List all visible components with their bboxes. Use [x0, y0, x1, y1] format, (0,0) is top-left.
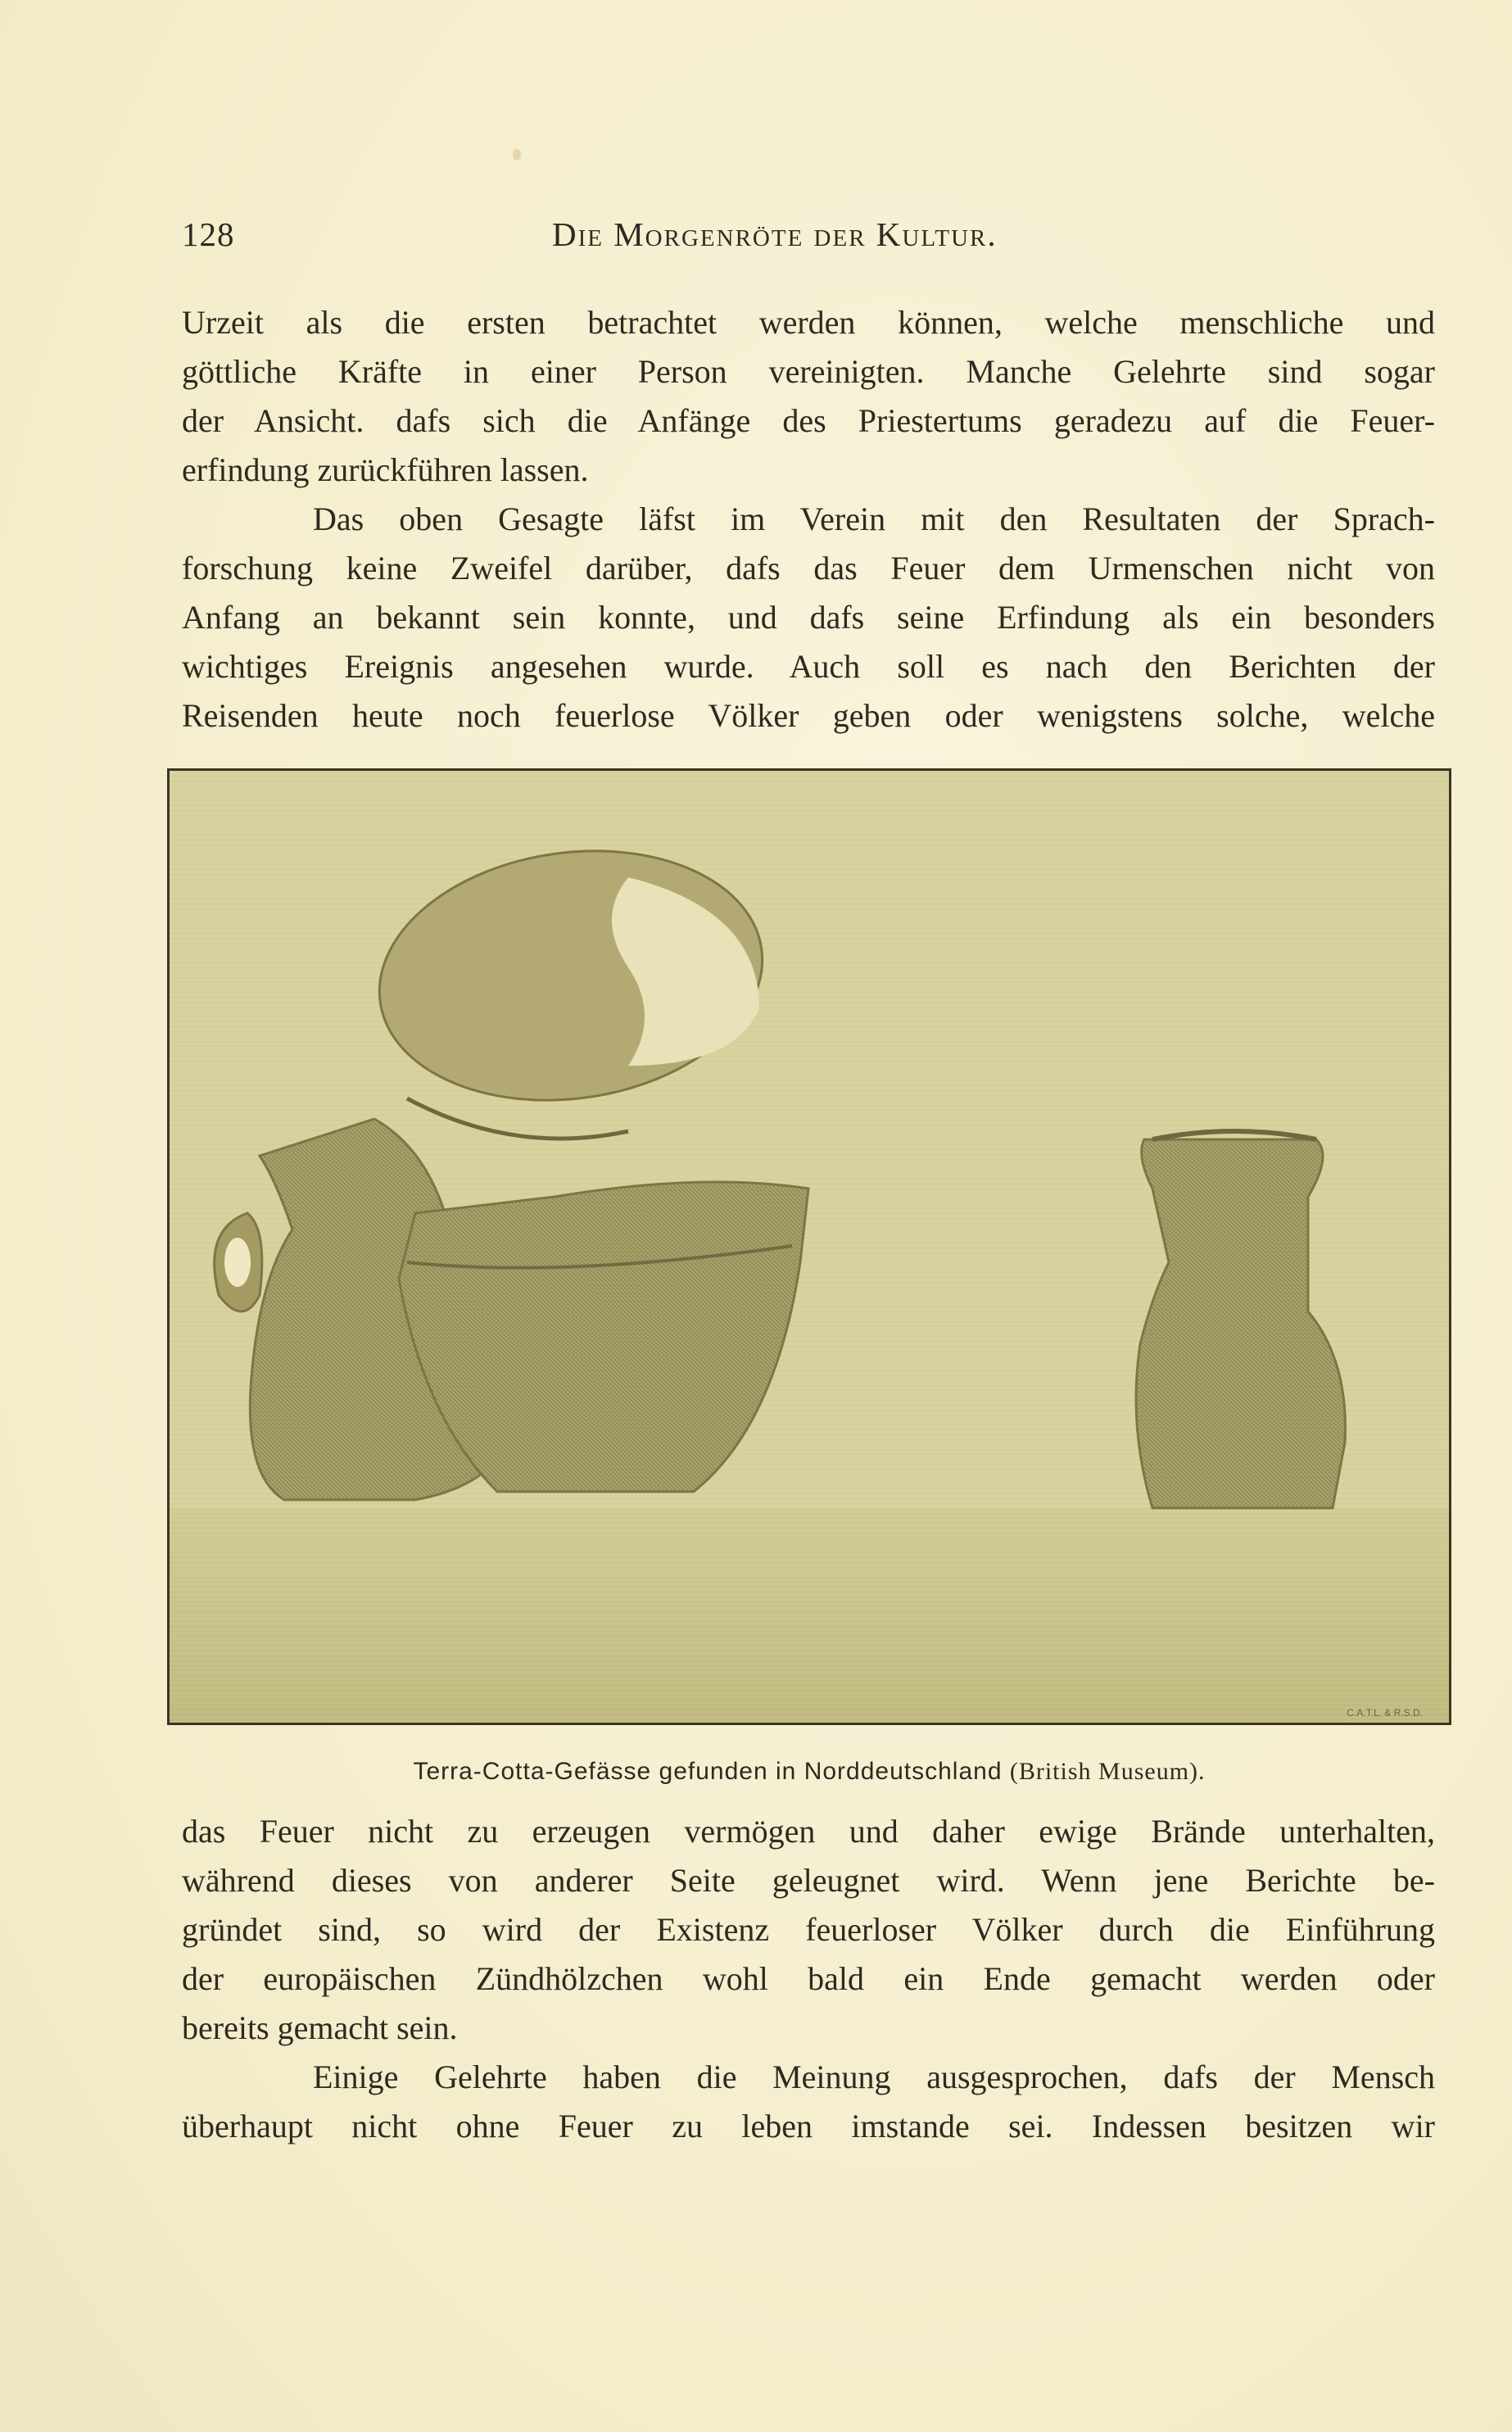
text-line: Anfang an bekannt sein konnte, und dafs seine Erfindung als ein besonders — [182, 599, 1435, 636]
text-line: der europäischen Zündhölzchen wohl bald ein Ende gemacht werden oder — [182, 1960, 1435, 1997]
text-line: göttliche Kräfte in einer Person vereinigten. Manche Gelehrte sind sogar — [182, 353, 1435, 390]
text-line: erfindung zurückführen lassen. — [182, 451, 589, 488]
text-line: wichtiges Ereignis angesehen wurde. Auch soll es nach den Berichten der — [182, 648, 1435, 685]
page-header — [182, 215, 1435, 264]
pottery-illustration — [167, 768, 1451, 1725]
paragraph — [182, 1807, 1435, 2053]
paragraph — [182, 495, 1435, 740]
text-line: forschung keine Zweifel darüber, dafs das Feuer dem Urmenschen nicht von — [182, 550, 1435, 586]
text-line: während dieses von anderer Seite geleugnet wird. Wenn jene Berichte be- — [182, 1862, 1435, 1899]
text-line: überhaupt nicht ohne Feuer zu leben imstande sei. Indessen besitzen wir — [182, 2108, 1435, 2144]
text-line: Urzeit als die ersten betrachtet werden können, welche menschliche und — [182, 304, 1435, 341]
paragraph — [182, 2053, 1435, 2151]
text-line: Das oben Gesagte läfst im Verein mit den Resultaten der Sprach- — [313, 500, 1435, 537]
running-title: Die Morgenröte der Kultur. — [552, 215, 998, 253]
figure-caption — [167, 1758, 1451, 1786]
text-line: bereits gemacht sein. — [182, 2009, 458, 2046]
caption-main: Terra-Cotta-Gefässe gefunden in Norddeutschland — [413, 1758, 1003, 1785]
top-text-block — [182, 298, 1435, 740]
page-number: 128 — [182, 215, 235, 253]
engraver-mark: C.A.T.L. & R.S.D. — [1347, 1707, 1423, 1719]
text-line: Reisenden heute noch feuerlose Völker geben oder wenigstens solche, welche — [182, 697, 1435, 734]
caption-source: (British Museum). — [1009, 1758, 1206, 1785]
text-line: der Ansicht. dafs sich die Anfänge des Priestertums geradezu auf die Feuer- — [182, 402, 1435, 439]
text-line: Einige Gelehrte haben die Meinung ausgesprochen, dafs der Mensch — [313, 2058, 1435, 2095]
text-line: gründet sind, so wird der Existenz feuerloser Völker durch die Einführung — [182, 1911, 1435, 1948]
text-line: das Feuer nicht zu erzeugen vermögen und daher ewige Brände unterhalten, — [182, 1813, 1435, 1850]
right-jar — [1136, 1131, 1345, 1508]
paper-blemish — [513, 149, 521, 161]
terracotta-vessels-image — [170, 771, 1449, 1723]
bottom-text-block — [182, 1807, 1435, 2151]
paragraph — [182, 298, 1435, 495]
